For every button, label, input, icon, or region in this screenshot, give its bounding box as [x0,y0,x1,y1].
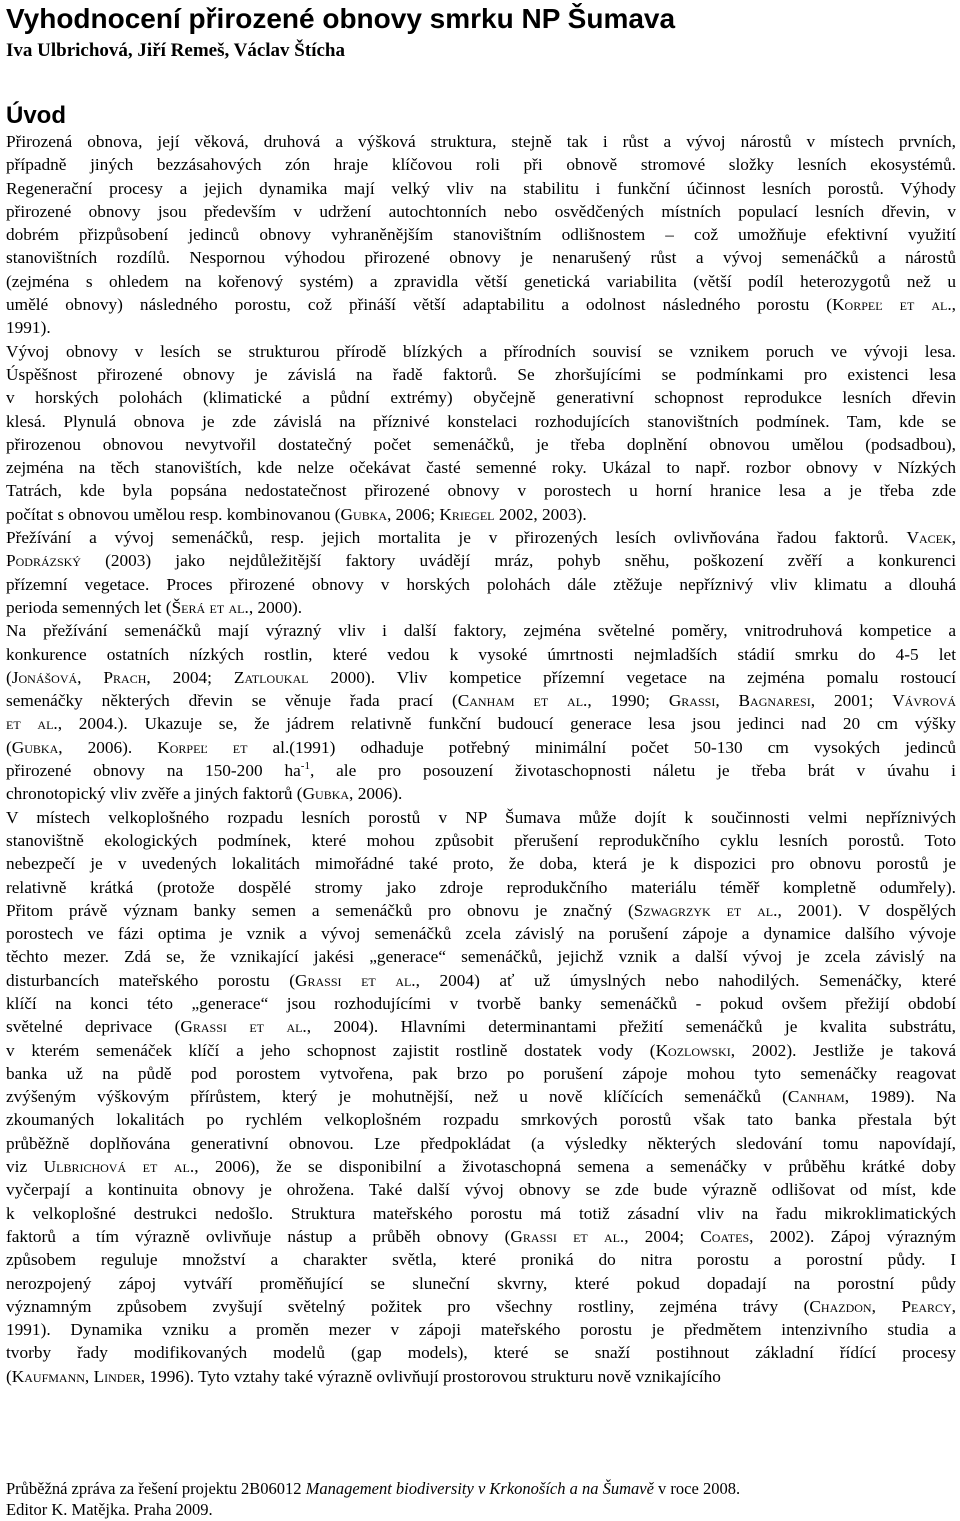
text-line: v kterém semenáček klíčí a jeho schopnost zajistit rostlině dostatek vody (Kozlowski, 2002). Jestliže je taková [6,1040,956,1060]
text-line: tvorby řady modifikovaných modelů (gap models), které se snaží postihnout základní řídící procesy [6,1343,956,1363]
text-line: Podrázský (2003) jako nejdůležitější faktory uvádějí mráz, pohyb sněhu, poškození zvěří a konkurenci [6,551,956,571]
text-line: semenáčky některých dřevin se věnuje řada prací (Canham et al., 1990; Grassi, Bagnaresi, 2001; Vávrová [6,691,957,711]
page-footer [6,1478,740,1520]
text-line: (zejména s ohledem na kořenový systém) a zpravidla větší genetická variabilita (větší podíl heterozygotů než u [6,271,956,291]
text-line: klesá. Plynulá obnova je zde závislá na příznivé konstelaci rozhodujících stanovištních podmínek. Tam, kde se [6,411,956,431]
text-line: dobrém přizpůsobení jedinců obnovy vyhraněnějším stanovištním odlišnostem – což umožňuje efektivní využití [6,225,956,245]
paper-title: Vyhodnocení přirozené obnovy smrku NP Šumava [6,3,676,34]
text-line: et al., 2004.). Ukazuje se, že jádrem relativně funkční budoucí generace lesa jsou jedinci nad 20 cm výšky [6,714,956,734]
text-line: zvýšeným výškovým přírůstem, který je mohutnější, než u nově klíčících semenáčků (Canham, 1989). Na [6,1087,957,1107]
text-line: chronotopický vliv zvěře a jiných faktorů (Gubka, 2006). [6,784,403,804]
text-line: významným způsobem zvyšují světelný požitek pro všechny rostliny, zejména trávy (Chazdon, Pearcy, [6,1296,956,1316]
text-line: Přitom právě význam banky semen a semenáčků pro obnovu je značný (Szwagrzyk et al., 2001). V dospělých [6,900,956,920]
text-line: případně jiných bezzásahových zón hraje klíčovou roli při obnově stromové složky lesních ekosystémů. [6,155,956,175]
text-line: přirozené obnovy na 150-200 $ha^{-1}$, ale pro posouzení životaschopnosti náletu je třeba brát v úvahu i [6,760,956,781]
text-line: těchto mezer. Zdá se, že vznikající jakési „generace“ semenáčků, jejichž vznik a další vývoj je zcela závislý na [6,947,956,967]
body-text [6,130,956,1388]
text-line: nebezpečí je v uvedených lokalitách mimořádné také proto, že doba, která je k dispozici pro obnovu porostů je [6,854,956,874]
text-line: 1991). [6,318,51,338]
footer-year: v roce 2008. [653,1479,741,1498]
text-line: přízemní vegetace. Proces přirozené obnovy v horských polohách dále ztěžuje nepříznivý vliv klimatu a dlouhá [6,574,956,594]
text-line: přirozenou obnovou nevytvořil dostatečný počet semenáčků, je třeba doplnění obnovou umělou (podsadbou), [6,434,956,454]
paragraph-p4 [6,619,956,805]
text-line: vyčerpají a kontinuita obnovy je ohrožena. Také další vývoj obnovy se zde bude výrazně odlišovat od míst, kde [6,1180,956,1200]
paper-page [6,0,956,1388]
footer-project: Průběžná zpráva za řešení projektu 2B06012 [6,1479,306,1498]
text-line: relativně krátká (protože dospělé stromy jako zdroje reprodukčního materiálu téměř kompletně odumřely). [6,877,956,897]
paragraph-p3 [6,526,956,619]
text-line: počítat s obnovou umělou resp. kombinovanou (Gubka, 2006; Kriegel 2002, 2003). [6,504,587,524]
text-line: (Jonášová, Prach, 2004; Zatloukal 2000). Vliv kompetice přízemní vegetace na zejména pomalu rostoucí [6,667,957,687]
text-line: banka už na půdě pod porostem vytvořena, pak brzo po porušení zápoje mohou tyto semenáčky reagovat [6,1063,956,1083]
text-line: V místech velkoplošného rozpadu lesních porostů v NP Šumava může dojít k součinnosti velmi nepříznivých [6,807,956,827]
text-line: Přirozená obnova, její věková, druhová a výšková struktura, stejně tak i růst a vývoj nárostů v místech prvních, [6,132,956,151]
footer-line-2: Editor K. Matějka. Praha 2009. [6,1500,213,1519]
paragraph-p5 [6,806,956,1388]
text-line: Na přežívání semenáčků mají výrazný vliv i další faktory, zejména světelné poměry, vnitrodruhová kompetice a [6,621,956,641]
paragraph-p2 [6,340,956,526]
text-line: (Gubka, 2006). Korpeľ et al.(1991) odhaduje potřebný minimální počet 50-130 cm vysokých jedinců [6,737,956,757]
text-line: disturbancích mateřského porostu (Grassi et al., 2004) ať už úmyslných nebo nahodilých. Semenáčky, které [6,970,956,990]
text-line: perioda semenných let (Šerá et al., 2000). [6,597,303,617]
text-line: k velkoplošné destrukci nedošlo. Struktura mateřského porostu má totiž zásadní vliv na řadu mikroklimatických [6,1203,956,1223]
text-line: průběžně doplňována generativní obnovou. Lze předpokládat (a výsledky některých sledování tomu napovídají, [6,1133,956,1153]
text-line: faktorů a tím výrazně ovlivňuje nástup a průběh obnovy (Grassi et al., 2004; Coates, 2002). Zápoj výrazným [6,1226,957,1246]
text-line: (Kaufmann, Linder, 1996). Tyto vztahy také výrazně ovlivňují prostorovou strukturu nově vznikajícího [6,1366,721,1386]
text-line: způsobem reguluje množství a charakter světla, které proniká do nitra porostu a porostní půdy. I [6,1250,956,1270]
text-line: 1991). Dynamika vzniku a proměn mezer v zápoji mateřského porostu je předmětem intenzivního studia a [6,1320,956,1340]
text-line: stanovištně ekologických podmínek, které mohou způsobit přerušení reprodukčního cyklu lesních porostů. Toto [6,830,956,850]
text-line: Tatrách, kde byla popsána nedostatečnost přirozené obnovy v porostech u horní hranice lesa a je třeba zde [6,481,956,501]
text-line: v horských polohách (klimatické a půdní extrémy) obyčejně generativní schopnost reprodukce lesních dřevin [6,388,956,408]
text-line: viz Ulbrichová et al., 2006), že se disponibilní a životaschopná semena a semenáčky v průběhu krátké doby [6,1157,957,1177]
text-line: Přežívání a vývoj semenáčků, resp. jejich mortalita je v přirozených lesích ovlivňována řadou faktorů. Vacek, [6,528,956,548]
text-line: Regenerační procesy a jejich dynamika mají velký vliv na stabilitu i funkční účinnost lesních porostů. Výhody [6,178,956,198]
text-line: zkoumaných lokalitách po rychlém velkoplošném rozpadu smrkových porostů však tato banka přestala být [6,1110,956,1130]
text-line: umělé obnovy) následného porostu, což přináší větší adaptabilitu a odolnost následného porostu (Korpeľ et al., [6,295,956,315]
text-line: nerozpojený zápoj vytváří proměňující se sluneční skvrny, které pokud dopadají na porostní půdy [6,1273,956,1293]
text-line: porostech ve fázi optima je vznik a vývoj semenáčků zcela závislý na porušení zápoje a dynamice dalšího vývoje [6,924,956,944]
text-line: světelné deprivace (Grassi et al., 2004). Hlavními determinantami přežití semenáčků je kvalita substrátu, [6,1017,956,1037]
text-line: Vývoj obnovy v lesích se strukturou přírodě blízkých a přírodních souvisí se vznikem poruch ve vývoji lesa. [6,341,956,361]
paragraph-p1 [6,130,956,340]
section-heading: Úvod [6,102,66,129]
text-line: konkurence ostatních nízkých rostlin, které vedou k vysoké úmrtnosti nejmladších stádií smrku do 4-5 let [6,644,956,664]
text-line: přirozené obnovy jsou především v udržení autochtonních nebo osvědčených místních populací lesních dřevin, v [6,201,956,221]
text-line: zejména na těch stanovištích, kde nelze očekávat časté semenné roky. Ukázal to např. rozbor obnovy v Nízkých [6,458,956,478]
footer-line-1 [6,1478,740,1499]
text-line: stanovištních rozdílů. Nespornou výhodou přirozené obnovy je nenarušený růst a vývoj semenáčků a nárostů [6,248,956,268]
footer-project-title: Management biodiversity v Krkonoších a na Šumavě [305,1479,654,1498]
text-line: Úspěšnost přirozené obnovy je závislá na řadě faktorů. Se zhoršujícími se podmínkami pro existenci lesa [6,364,956,384]
paper-authors: Iva Ulbrichová, Jiří Remeš, Václav Štícha [6,40,345,61]
text-line: klíčí na konci této „generace“ jsou rozhodujícími v tvorbě banky semenáčků - pokud ovšem přežijí období [6,993,956,1013]
